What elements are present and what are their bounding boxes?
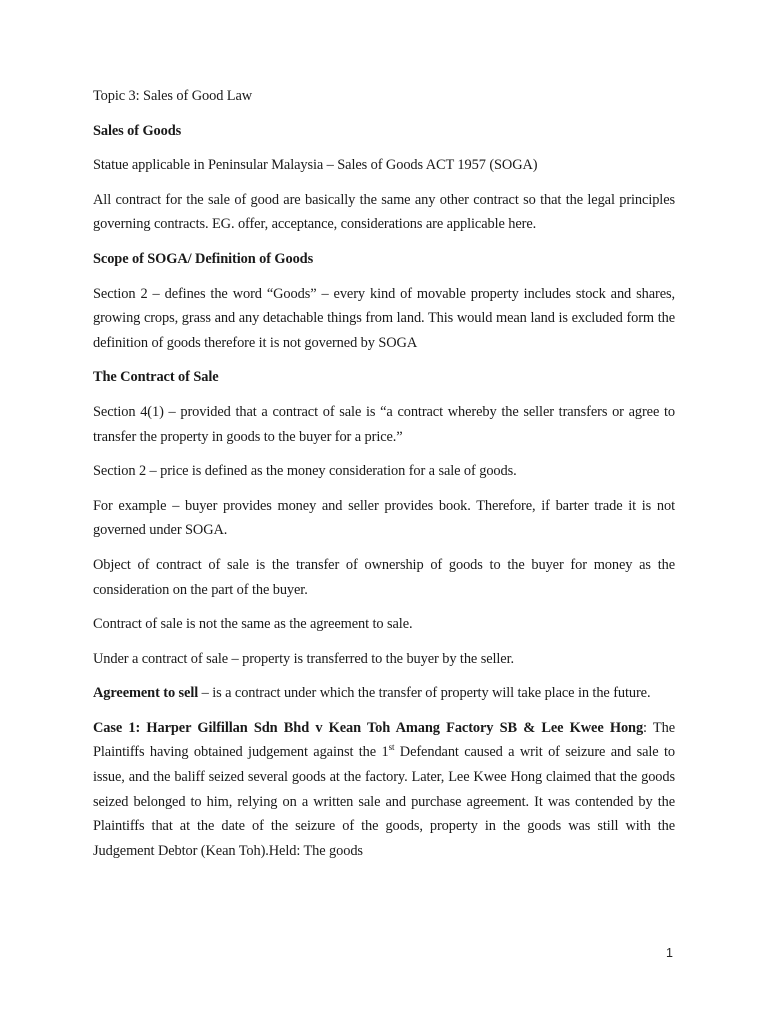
- topic-title: Topic 3: Sales of Good Law: [93, 88, 253, 104]
- case1-title: Case 1: Harper Gilfillan Sdn Bhd v Kean Toh Amang Factory SB & Lee Kwee Hong: [93, 719, 644, 736]
- heading-scope: Scope of SOGA/ Definition of Goods: [93, 250, 314, 267]
- object-paragraph: Object of contract of sale is the transfer of ownership of goods to the buyer for money as the consideration on the part of the buyer.: [93, 556, 675, 598]
- section2-goods-paragraph: Section 2 – defines the word “Goods” – every kind of movable property includes stock and shares, growing crops, grass and any detachable things from land. This would mean land is excluded form the definition of goods therefore it is not governed by SOGA: [93, 285, 675, 351]
- contract-principles-paragraph: All contract for the sale of good are basically the same any other contract so that the legal principles governing contracts. EG. offer, acceptance, considerations are applicable here.: [93, 191, 675, 233]
- not-same-paragraph: Contract of sale is not the same as the agreement to sale.: [93, 616, 413, 633]
- case1-text-a: The Plaintiffs having obtained judgement against the 1: [93, 719, 675, 761]
- agreement-term: Agreement to sell: [93, 685, 199, 702]
- heading-sales-of-goods: Sales of Goods: [93, 122, 182, 139]
- case1-paragraph: [93, 716, 675, 864]
- example-paragraph: For example – buyer provides money and seller provides book. Therefore, if barter trade it is not governed under SOGA.: [93, 497, 675, 539]
- section2-price-paragraph: Section 2 – price is defined as the money consideration for a sale of goods.: [93, 463, 517, 480]
- statute-paragraph: Statue applicable in Peninsular Malaysia – Sales of Goods ACT 1957 (SOGA): [93, 157, 538, 174]
- case1-superscript: st: [388, 742, 395, 753]
- case1-text-b: Defendant caused a writ of seizure and sale to issue, and the baliff seized several goods at the factory. Later, Lee Kwee Hong claimed that the goods seized belonged to him, relying on a written sale and purchase agreement. It was contended by the Plaintiffs that at the date of the seizure of the goods, property in the goods was still with the Judgement Debtor (Kean Toh).Held: The goods: [93, 744, 675, 859]
- agreement-to-sell-paragraph: [93, 681, 675, 706]
- section4-paragraph: Section 4(1) – provided that a contract of sale is “a contract whereby the seller transfers or agree to transfer the property in goods to the buyer for a price.”: [93, 403, 675, 445]
- case1-colon: :: [643, 719, 647, 736]
- heading-contract-of-sale: The Contract of Sale: [93, 369, 219, 386]
- under-contract-paragraph: Under a contract of sale – property is transferred to the buyer by the seller.: [93, 650, 514, 667]
- agreement-definition: – is a contract under which the transfer of property will take place in the future.: [198, 685, 651, 702]
- document-body: [93, 84, 675, 873]
- page-number: 1: [666, 946, 673, 960]
